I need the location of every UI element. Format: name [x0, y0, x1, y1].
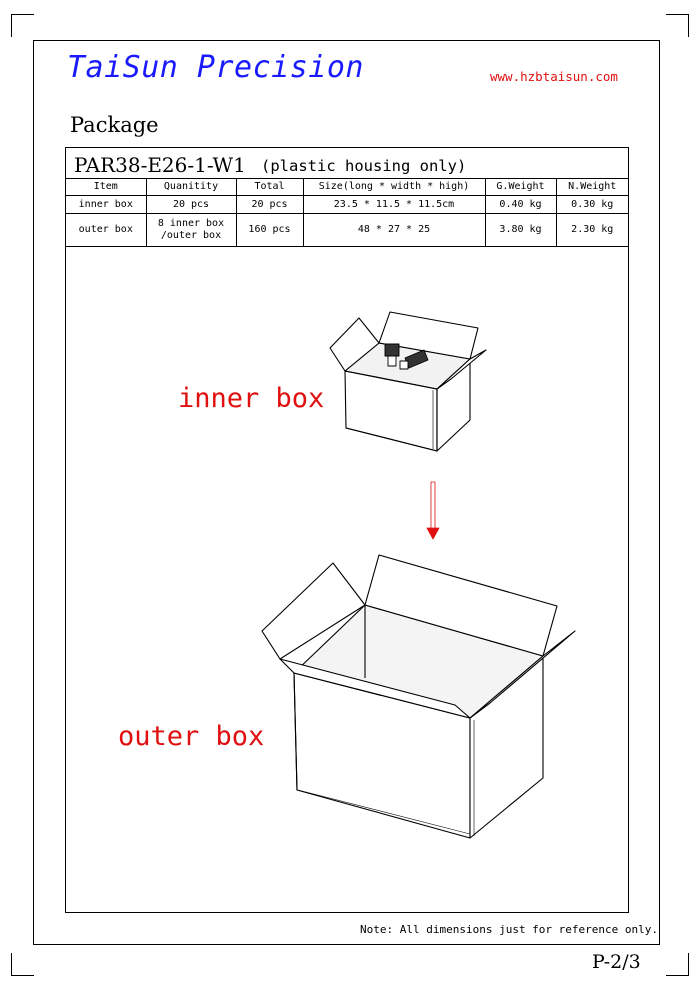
page-number: P-2/3: [592, 951, 641, 973]
outer-box-label: outer box: [118, 721, 265, 752]
cell-quantity-line-1: 8 inner box: [157, 218, 225, 229]
brand-logo-text: TaiSun Precision: [67, 50, 364, 85]
column-header: Size(long * width * high): [303, 179, 485, 196]
section-title: Package: [70, 113, 159, 137]
crop-mark-bottom-right: [666, 953, 689, 976]
cell-net-weight: 2.30 kg: [556, 214, 628, 247]
cell-item: inner box: [66, 196, 146, 214]
cell-gross-weight: 0.40 kg: [485, 196, 556, 214]
column-header: Total: [236, 179, 303, 196]
column-header: Item: [66, 179, 146, 196]
cell-quantity-line-2: /outer box: [160, 230, 222, 241]
package-panel: [65, 147, 629, 913]
model-row: [66, 148, 628, 179]
model-note: (plastic housing only): [261, 157, 467, 175]
column-header: N.Weight: [556, 179, 628, 196]
table-row: [66, 214, 628, 247]
crop-mark-top-left: [11, 14, 34, 37]
cell-net-weight: 0.30 kg: [556, 196, 628, 214]
cell-gross-weight: 3.80 kg: [485, 214, 556, 247]
cell-item: outer box: [66, 214, 146, 247]
inner-box-label: inner box: [178, 383, 325, 414]
column-header: G.Weight: [485, 179, 556, 196]
website-text: www.hzbtaisun.com: [490, 69, 618, 84]
crop-mark-top-right: [666, 14, 689, 37]
cell-size: 48 * 27 * 25: [303, 214, 485, 247]
column-header: Quanitity: [146, 179, 236, 196]
model-code: PAR38-E26-1-W1: [74, 153, 246, 177]
table-header-row: [66, 179, 628, 196]
crop-mark-bottom-left: [11, 953, 34, 976]
reference-note: Note: All dimensions just for reference only.: [360, 923, 659, 936]
cell-quantity: [146, 214, 236, 247]
table-row: [66, 196, 628, 214]
cell-size: 23.5 * 11.5 * 11.5cm: [303, 196, 485, 214]
cell-total: 20 pcs: [236, 196, 303, 214]
cell-quantity: 20 pcs: [146, 196, 236, 214]
cell-total: 160 pcs: [236, 214, 303, 247]
package-spec-table: [66, 179, 628, 247]
